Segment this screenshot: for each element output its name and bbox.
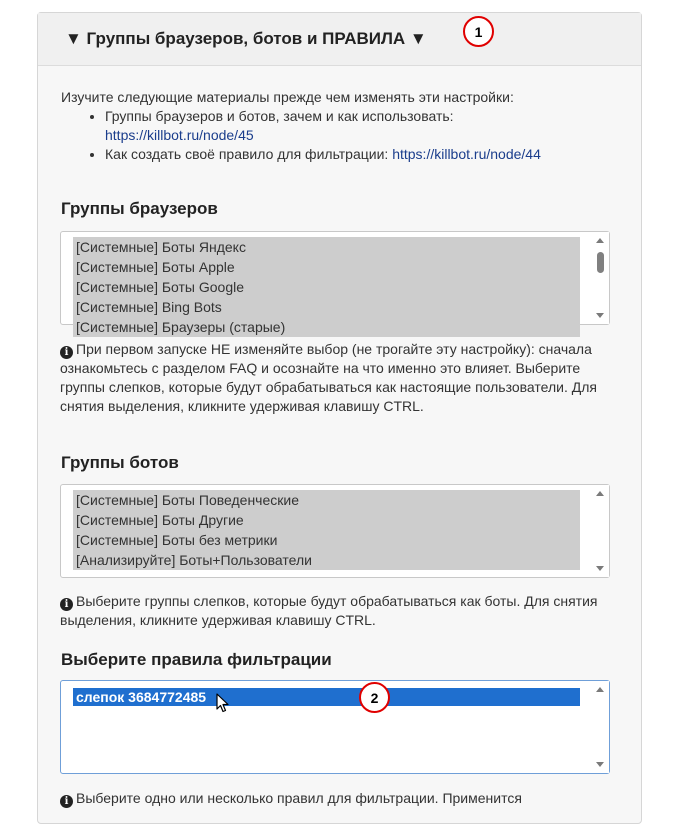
scroll-thumb[interactable] (597, 252, 604, 273)
scrollbar[interactable] (591, 485, 609, 577)
select-option[interactable]: [Системные] Боты Google (73, 277, 580, 297)
panel-body (38, 66, 641, 164)
select-option[interactable]: [Системные] Боты Apple (73, 257, 580, 277)
scroll-down-arrow-icon[interactable] (596, 762, 604, 767)
settings-panel (37, 12, 642, 824)
help-text: Выберите группы слепков, которые будут обрабатываться как боты. Для снятия выделения, кликните удерживая клавишу CTRL. (60, 593, 598, 628)
browser-groups-heading: Группы браузеров (61, 199, 218, 218)
annotation-marker-2: 2 (359, 682, 390, 713)
info-circle-icon: i (60, 346, 73, 359)
browser-groups-options (61, 232, 609, 337)
scroll-down-arrow-icon[interactable] (596, 566, 604, 571)
select-option[interactable]: [Системные] Боты без метрики (73, 530, 580, 550)
bot-groups-select[interactable] (60, 484, 610, 578)
help-link-node-45[interactable]: https://killbot.ru/node/45 (105, 127, 254, 143)
select-option[interactable]: [Системные] Боты Поведенческие (73, 490, 580, 510)
browser-groups-select[interactable] (60, 231, 610, 335)
filter-rules-select[interactable] (60, 680, 610, 774)
select-option-selected[interactable]: слепок 3684772485 (73, 688, 580, 706)
select-option[interactable]: [Системные] Браузеры (старые) (73, 317, 580, 337)
bot-groups-help (60, 592, 605, 630)
help-text: Выберите одно или несколько правил для фильтрации. Применится (76, 790, 522, 806)
panel-title: ▼ Группы браузеров, ботов и ПРАВИЛА ▼ (65, 29, 427, 48)
filter-rules-help (60, 789, 605, 808)
browser-groups-help (60, 340, 605, 416)
scrollbar[interactable] (591, 681, 609, 773)
filter-rules-options (61, 681, 609, 706)
intro-text: Изучите следующие материалы прежде чем изменять эти настройки: (61, 89, 514, 105)
help-link-node-44[interactable]: https://killbot.ru/node/44 (392, 146, 541, 162)
select-option[interactable]: [Анализируйте] Боты+Пользователи (73, 550, 580, 570)
info-circle-icon: i (60, 795, 73, 808)
scroll-up-arrow-icon[interactable] (596, 687, 604, 692)
bot-groups-heading: Группы ботов (61, 453, 179, 472)
select-option[interactable]: [Системные] Боты Другие (73, 510, 580, 530)
help-link-item (105, 107, 641, 145)
panel-header-toggle[interactable] (38, 13, 641, 66)
annotation-marker-1: 1 (463, 16, 494, 47)
select-option[interactable]: [Системные] Боты Яндекс (73, 237, 580, 257)
info-circle-icon: i (60, 598, 73, 611)
scroll-up-arrow-icon[interactable] (596, 491, 604, 496)
scrollbar[interactable] (591, 232, 609, 324)
select-option[interactable]: [Системные] Bing Bots (73, 297, 580, 317)
help-item-text: Группы браузеров и ботов, зачем и как использовать: (105, 108, 454, 124)
help-links-list (61, 107, 641, 164)
help-link-item (105, 145, 641, 164)
scroll-up-arrow-icon[interactable] (596, 238, 604, 243)
filter-rules-heading: Выберите правила фильтрации (61, 650, 332, 669)
scroll-down-arrow-icon[interactable] (596, 313, 604, 318)
help-item-text: Как создать своё правило для фильтрации: (105, 146, 389, 162)
mouse-pointer-icon (216, 693, 230, 713)
help-text: При первом запуске НЕ изменяйте выбор (не трогайте эту настройку): сначала ознакомьтесь с разделом FAQ и осознайте на что именно это влияет. Выберите группы слепков, которые будут обрабатываться как настоящие пользователи. Для снятия выделения, кликните удерживая клавишу CTRL. (60, 341, 597, 414)
bot-groups-options (61, 485, 609, 570)
